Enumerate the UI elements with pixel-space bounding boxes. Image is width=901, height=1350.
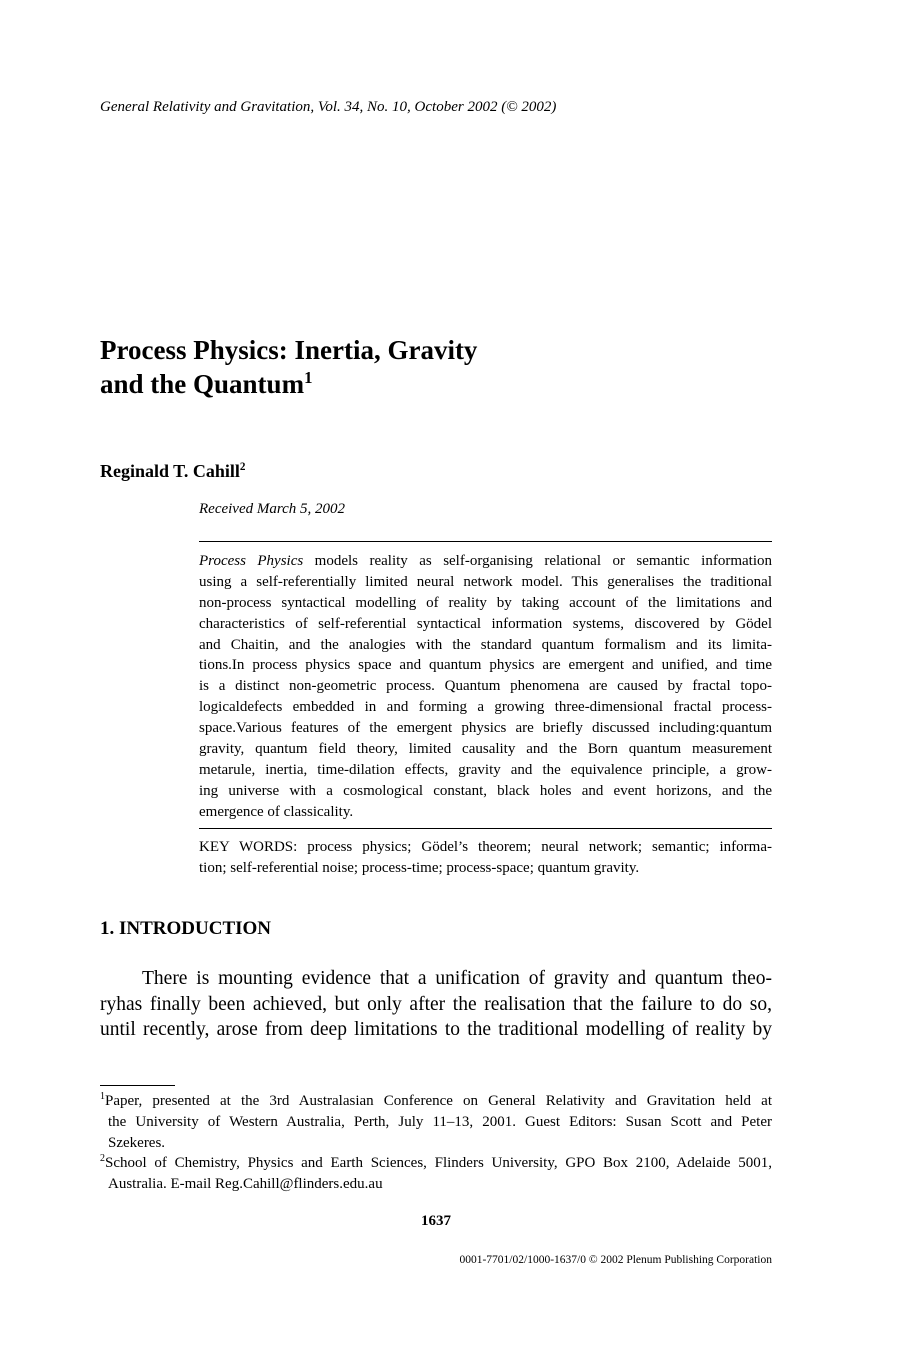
body-line: until recently, arose from deep limitations to the traditional modelling of reality by [100, 1019, 772, 1040]
keywords-line: KEY WORDS: process physics; Gödel’s theorem; neural network; semantic; informa- [199, 839, 772, 855]
title-line-1: Process Physics: Inertia, Gravity [100, 335, 478, 365]
body-line: ryhas finally been achieved, but only after the realisation that the failure to do so, [100, 993, 772, 1015]
keywords-line: tion; self-referential noise; process-time; process-space; quantum gravity. [199, 859, 640, 876]
page-number: 1637 [421, 1213, 451, 1229]
author-name: Reginald T. Cahill [100, 461, 240, 481]
journal-header: General Relativity and Gravitation, Vol. 34, No. 10, October 2002 (© 2002) [100, 99, 557, 115]
keywords [199, 837, 772, 879]
abstract-line: logicaldefects embedded in and forming a growing three-dimensional fractal process- [199, 699, 772, 716]
copyright-line: 0001-7701/02/1000-1637/0 © 2002 Plenum Publishing Corporation [459, 1254, 772, 1266]
abstract-line: metarule, inertia, time-dilation effects, gravity and the equivalence principle, a grow- [199, 761, 772, 778]
title-footnote-mark: 1 [304, 367, 313, 387]
footnote-line: School of Chemistry, Physics and Earth Sciences, Flinders University, GPO Box 2100, Adelaide 5001, [105, 1155, 772, 1172]
footnote-line: Paper, presented at the 3rd Australasian Conference on General Relativity and Gravitation held at [105, 1093, 772, 1109]
abstract-top-rule [199, 541, 772, 542]
abstract-emphasis: Process Physics [199, 553, 304, 569]
abstract-line: is a distinct non-geometric process. Quantum phenomena are caused by fractal topo- [199, 678, 772, 695]
abstract-line: ing universe with a cosmological constant, black holes and event horizons, and the [199, 782, 772, 799]
abstract-line: using a self-referentially limited neural network model. This generalises the traditional [199, 573, 772, 590]
paper-title [100, 333, 620, 401]
abstract [199, 551, 772, 823]
section-heading: 1. INTRODUCTION [100, 918, 272, 939]
footnote-mark: 2 [100, 1153, 105, 1165]
footnote-line: Australia. E-mail Reg.Cahill@flinders.edu.au [108, 1176, 383, 1193]
received-date: Received March 5, 2002 [199, 501, 346, 517]
footnote-line: Szekeres. [108, 1134, 166, 1151]
author-footnote-mark: 2 [239, 461, 246, 474]
abstract-line: non-process syntactical modelling of reality by taking account of the limitations and [199, 594, 772, 611]
abstract-line: gravity, quantum field theory, limited causality and the Born quantum measurement [199, 741, 772, 758]
abstract-line: tions.In process physics space and quantum physics are emergent and unified, and time [199, 657, 772, 674]
abstract-line: emergence of classicality. [199, 803, 354, 820]
footnote-mark: 1 [100, 1091, 105, 1102]
body-line: There is mounting evidence that a unification of gravity and quantum theo- [142, 968, 772, 989]
title-line-2: and the Quantum [100, 369, 305, 399]
body-paragraph [100, 966, 772, 1043]
abstract-bottom-rule [199, 828, 772, 829]
author [100, 461, 245, 482]
footnote-rule [100, 1085, 175, 1086]
abstract-line: models reality as self-organising relational or semantic information [303, 553, 772, 569]
footnote-line: the University of Western Australia, Perth, July 11–13, 2001. Guest Editors: Susan Scott and Peter [108, 1113, 772, 1130]
footnotes [100, 1091, 772, 1195]
abstract-line: and Chaitin, and the analogies with the standard quantum formalism and its limita- [199, 636, 772, 653]
abstract-line: space.Various features of the emergent physics are briefly discussed including:quantum [199, 720, 772, 737]
abstract-line: characteristics of self-referential syntactical information systems, discovered by Gödel [199, 615, 772, 632]
